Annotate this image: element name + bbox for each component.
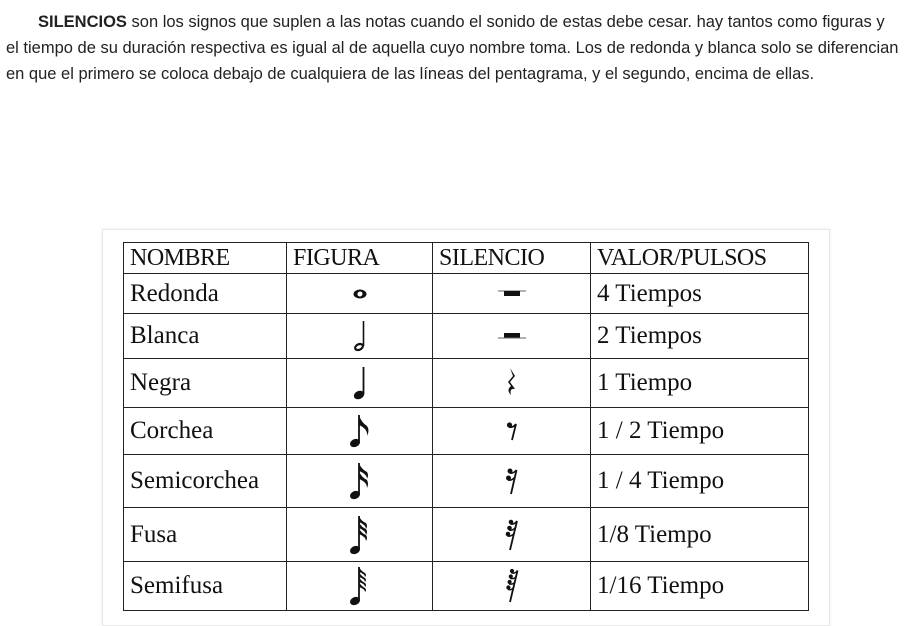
intro-bold-term: SILENCIOS xyxy=(38,13,127,31)
row-value: 1 / 2 Tiempo xyxy=(591,408,809,455)
row-name: Negra xyxy=(124,359,287,408)
sixteenth-note-icon xyxy=(348,460,372,502)
table-row xyxy=(124,562,809,611)
table-row xyxy=(124,274,809,314)
table-header-row xyxy=(124,243,809,274)
half-rest-icon xyxy=(492,328,532,344)
row-name: Corchea xyxy=(124,408,287,455)
table-row xyxy=(124,359,809,408)
whole-rest-icon xyxy=(492,286,532,302)
row-value: 1 / 4 Tiempo xyxy=(591,455,809,508)
row-name: Redonda xyxy=(124,274,287,314)
row-value: 1 Tiempo xyxy=(591,359,809,408)
row-name: Semicorchea xyxy=(124,455,287,508)
header-valor: VALOR/PULSOS xyxy=(591,243,809,274)
row-value: 1/16 Tiempo xyxy=(591,562,809,611)
half-note-icon xyxy=(350,318,370,354)
table-row xyxy=(124,455,809,508)
header-silencio: SILENCIO xyxy=(433,243,591,274)
row-value: 1/8 Tiempo xyxy=(591,508,809,562)
quarter-rest-icon xyxy=(505,366,519,400)
intro-text: son los signos que suplen a las notas cuando el sonido de estas debe cesar. hay tantos como figuras y el tiempo de su duración respectiva es igual al de aquella cuyo nombre toma. Los de redonda y blanca solo se diferencian en que el primero se coloca debajo de cualquiera de las líneas del pentagrama, y el segundo, encima de ellas. xyxy=(6,13,899,83)
intro-paragraph xyxy=(6,9,901,87)
header-nombre: NOMBRE xyxy=(124,243,287,274)
table-row xyxy=(124,508,809,562)
table-row xyxy=(124,314,809,359)
quarter-note-icon xyxy=(350,364,370,402)
row-name: Semifusa xyxy=(124,562,287,611)
eighth-note-icon xyxy=(348,412,372,450)
header-figura: FIGURA xyxy=(287,243,433,274)
row-value: 4 Tiempos xyxy=(591,274,809,314)
thirty-second-note-icon xyxy=(348,513,372,557)
sixteenth-rest-icon xyxy=(504,465,520,497)
row-name: Blanca xyxy=(124,314,287,359)
row-name: Fusa xyxy=(124,508,287,562)
table-row xyxy=(124,408,809,455)
row-value: 2 Tiempos xyxy=(591,314,809,359)
rests-table xyxy=(123,242,809,611)
thirty-second-rest-icon xyxy=(504,517,520,553)
rests-table-image xyxy=(102,229,830,626)
sixty-fourth-rest-icon xyxy=(504,567,520,605)
sixty-fourth-note-icon xyxy=(348,564,372,608)
eighth-rest-icon xyxy=(505,418,519,444)
whole-note-icon xyxy=(350,287,370,301)
